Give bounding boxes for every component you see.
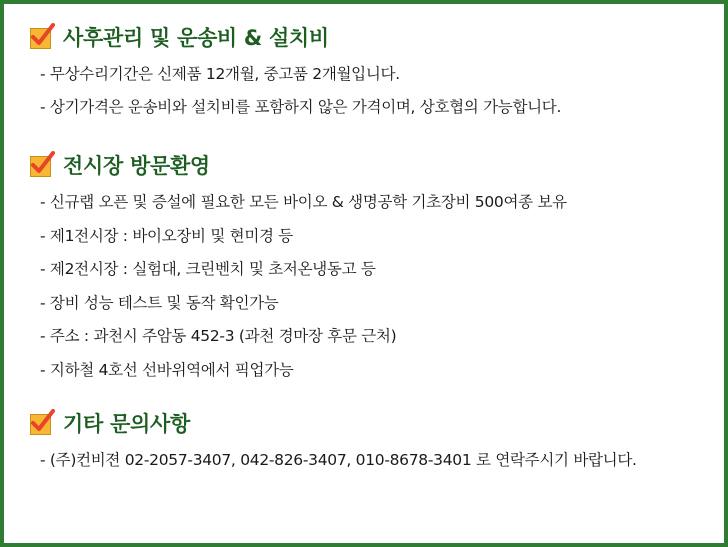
section-lines xyxy=(30,449,698,471)
list-item: - 제2전시장 : 실험대, 크린벤치 및 초저온냉동고 등 xyxy=(40,260,376,279)
list-item: - 지하철 4호선 선바위역에서 픽업가능 xyxy=(40,360,294,379)
spacer xyxy=(30,392,698,412)
section-other-inquiries xyxy=(30,412,698,472)
section-title: 기타 문의사항 xyxy=(63,412,190,437)
document-content xyxy=(4,4,724,543)
spacer xyxy=(30,128,698,154)
list-item: - 주소 : 과천시 주암동 452-3 (과천 경마장 후문 근처) xyxy=(40,327,397,346)
section-title: 사후관리 및 운송비 & 설치비 xyxy=(63,26,329,50)
section-title: 전시장 방문환영 xyxy=(63,154,210,179)
section-heading xyxy=(30,412,698,437)
orange-check-icon xyxy=(30,156,51,177)
list-item: - 상기가격은 운송비와 설치비를 포함하지 않은 가격이며, 상호협의 가능합니다. xyxy=(40,97,562,116)
orange-check-icon xyxy=(30,414,51,435)
list-item: - 무상수리기간은 신제품 12개월, 중고품 2개월입니다. xyxy=(40,65,400,84)
list-item: - 장비 성능 테스트 및 동작 확인가능 xyxy=(40,293,279,312)
section-lines xyxy=(30,63,698,118)
list-item: - (주)컨비젼 02-2057-3407, 042-826-3407, 010-8678-3401 로 연락주시기 바랍니다. xyxy=(40,451,637,470)
orange-check-icon xyxy=(30,28,51,49)
list-item: - 제1전시장 : 바이오장비 및 현미경 등 xyxy=(40,226,293,245)
section-showroom-visit xyxy=(30,154,698,381)
section-lines xyxy=(30,191,698,381)
section-heading xyxy=(30,154,698,179)
list-item: - 신규랩 오픈 및 증설에 필요한 모든 바이오 & 생명공학 기초장비 500여종 보유 xyxy=(40,193,567,212)
section-after-service xyxy=(30,26,698,118)
section-heading xyxy=(30,26,698,51)
